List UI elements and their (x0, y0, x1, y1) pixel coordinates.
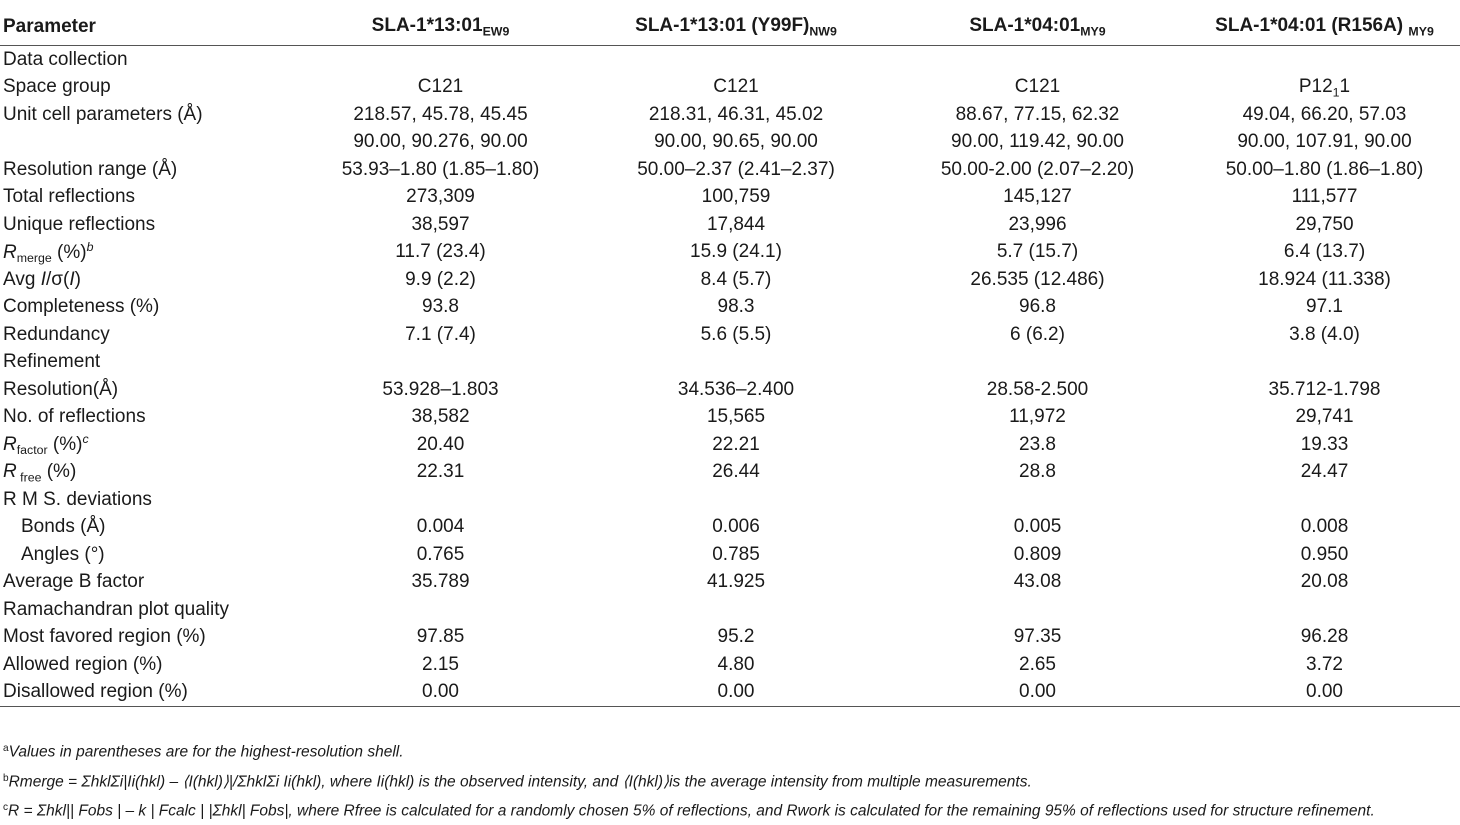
cell: 23.8 (1019, 433, 1056, 455)
cell: 34.536–2.400 (677, 378, 795, 400)
table-row (0, 541, 1460, 569)
table-row (0, 74, 1460, 102)
footnote-b: $^b$Rmerge = ΣhklΣi|Ii(hkl) – ⟨I(hkl)⟩|/ΣhklΣi Ii(hkl), where Ii(hkl) is the observed intensity, and ⟨I(hkl)⟩is the average intensity from multiple measurements. (3, 772, 1032, 791)
cell: 100,759 (701, 186, 771, 208)
cell: 50.00–2.37 (2.41–2.37) (637, 158, 835, 180)
cell: 0.00 (295, 679, 586, 707)
section-refinement (0, 349, 1460, 377)
footnote-c: $^c$R = Σhkl|| Fobs | – k | Fcalc | |Σhkl| Fobs|, where Rfree is calculated for a randomly chosen 5% of reflections, and Rwork is calculated for the remaining 95% of reflections used for structure refinement. (3, 802, 1375, 820)
footnote-a: $^a$Values in parentheses are for the highest-resolution shell. (3, 743, 404, 761)
cell: 273,309 (406, 186, 475, 208)
table-row (0, 211, 1460, 239)
cell: $P12_11$ (1298, 75, 1351, 99)
cell: 93.8 (422, 296, 459, 318)
row-label: $R_{factor}$ (%)$^c$ (3, 432, 89, 458)
cell: 28.8 (1019, 461, 1056, 483)
cell: 35.712-1.798 (1268, 378, 1381, 400)
cell: 97.35 (1013, 626, 1062, 648)
section-data-collection (0, 46, 1460, 74)
cell: C121 (417, 76, 464, 98)
row-label: No. of reflections (3, 406, 146, 428)
cell: 50.00-2.00 (2.07–2.20) (940, 158, 1135, 180)
crystallography-table (0, 8, 1460, 707)
row-label: Space group (3, 76, 111, 98)
cell: 96.8 (1019, 296, 1056, 318)
table-row (0, 459, 1460, 487)
section-label: Ramachandran plot quality (3, 598, 230, 620)
cell: 4.80 (717, 653, 755, 675)
row-label: Redundancy (3, 323, 110, 345)
cell: 41.925 (706, 571, 766, 593)
row-label: Unique reflections (3, 213, 156, 235)
table-row (0, 239, 1460, 267)
section-rms (0, 486, 1460, 514)
cell: 90.00, 90.65, 90.00 (654, 131, 818, 153)
table-row (0, 101, 1460, 129)
cell: 22.21 (712, 433, 760, 455)
cell: 8.4 (5.7) (700, 268, 772, 290)
row-label (0, 129, 295, 157)
cell: 43.08 (1013, 571, 1062, 593)
cell: 3.8 (4.0) (1289, 323, 1360, 345)
cell: 11,972 (1009, 406, 1066, 428)
cell: 2.15 (422, 653, 459, 675)
row-label: Resolution(Å) (3, 378, 119, 400)
cell: 26.44 (712, 461, 760, 483)
header-parameter: Parameter (0, 8, 295, 46)
table-row (0, 266, 1460, 294)
cell: 7.1 (7.4) (405, 323, 476, 345)
cell: 3.72 (1306, 653, 1343, 675)
cell: 0.008 (1300, 516, 1349, 538)
cell: 0.765 (416, 543, 465, 565)
cell: 97.85 (416, 626, 465, 648)
table-row (0, 184, 1460, 212)
row-label: Completeness (%) (3, 296, 160, 318)
row-label: R $_{free}$ (%) (3, 460, 77, 484)
cell: 24.47 (1300, 461, 1349, 483)
table-row (0, 294, 1460, 322)
cell: 9.9 (2.2) (405, 268, 476, 290)
cell: 97.1 (1306, 296, 1343, 318)
cell: 22.31 (416, 461, 465, 483)
cell: 218.57, 45.78, 45.45 (353, 103, 528, 125)
table-row (0, 569, 1460, 597)
row-label: Bonds (Å) (21, 516, 106, 538)
table-row (0, 321, 1460, 349)
header-col4: SLA-1*04:01 (R156A) $_{MY9}$ (1189, 8, 1460, 46)
cell: 145,127 (1003, 186, 1072, 208)
cell: 11.7 (23.4) (395, 241, 486, 263)
cell: 28.58-2.500 (986, 378, 1089, 400)
table-row (0, 376, 1460, 404)
cell: 90.00, 107.91, 90.00 (1237, 131, 1412, 153)
cell: 0.950 (1300, 543, 1349, 565)
cell: 29,750 (1295, 213, 1354, 235)
cell: 111,577 (1291, 186, 1358, 208)
cell: 35.789 (411, 571, 470, 593)
cell: 95.2 (717, 626, 755, 648)
cell: 96.28 (1300, 626, 1349, 648)
cell: 5.7 (15.7) (996, 241, 1079, 263)
row-label: Resolution range (Å) (3, 158, 178, 180)
table-row (0, 156, 1460, 184)
table-row (0, 679, 1460, 707)
header-col1: SLA-$1*13:01_{EW9}$ (295, 8, 586, 46)
cell: 15,565 (706, 406, 766, 428)
header-row (0, 8, 1460, 46)
table-row (0, 404, 1460, 432)
cell: 0.00 (1189, 679, 1460, 707)
table-row (0, 624, 1460, 652)
cell: 20.40 (416, 433, 465, 455)
row-label: $R_{merge}$ (%)$^b$ (3, 239, 94, 265)
footnotes (3, 736, 1375, 825)
cell: 29,741 (1295, 406, 1354, 428)
cell: 6.4 (13.7) (1283, 241, 1366, 263)
cell: 26.535 (12.486) (970, 268, 1105, 290)
table-row (0, 514, 1460, 542)
cell: 5.6 (5.5) (700, 323, 772, 345)
section-label: Data collection (3, 48, 128, 70)
row-label: Disallowed region (%) (0, 679, 295, 707)
cell: 98.3 (717, 296, 755, 318)
cell: 0.809 (1013, 543, 1062, 565)
cell: 49.04, 66.20, 57.03 (1242, 103, 1407, 125)
cell: 18.924 (11.338) (1258, 268, 1391, 290)
cell: 38,582 (411, 406, 470, 428)
cell: 6 (6.2) (1010, 323, 1065, 345)
row-label: Most favored region (%) (3, 626, 206, 648)
row-label: Unit cell parameters (Å) (3, 103, 203, 125)
cell: C121 (1014, 76, 1061, 98)
table-row (0, 431, 1460, 459)
cell: 38,597 (411, 213, 470, 235)
header-col3: SLA-$1*04:01_{MY9}$ (886, 8, 1189, 46)
cell: 0.00 (586, 679, 886, 707)
cell: 90.00, 90.276, 90.00 (353, 131, 528, 153)
cell: 15.9 (24.1) (690, 241, 782, 263)
cell: 0.005 (1013, 516, 1062, 538)
cell: 53.928–1.803 (382, 378, 499, 400)
cell: 17,844 (706, 213, 766, 235)
cell: 20.08 (1300, 571, 1349, 593)
cell: 90.00, 119.42, 90.00 (951, 131, 1124, 153)
row-label: Allowed region (%) (3, 653, 163, 675)
row-label: Angles (°) (21, 543, 105, 565)
cell: 23,996 (1008, 213, 1067, 235)
section-label: R M S. deviations (3, 488, 152, 510)
cell: 19.33 (1300, 433, 1349, 455)
section-ramachandran (0, 596, 1460, 624)
cell: 53.93–1.80 (1.85–1.80) (341, 158, 540, 180)
table-row (0, 651, 1460, 679)
row-label: Average B factor (3, 571, 145, 593)
cell: 50.00–1.80 (1.86–1.80) (1225, 158, 1424, 180)
cell: 0.00 (886, 679, 1189, 707)
section-label: Refinement (3, 351, 101, 373)
row-label: Avg I/σ(I) (3, 268, 81, 290)
cell: 0.785 (712, 543, 760, 565)
cell: 218.31, 46.31, 45.02 (648, 103, 824, 125)
cell: 2.65 (1019, 653, 1056, 675)
cell: 88.67, 77.15, 62.32 (955, 103, 1120, 125)
header-col2: SLA-1*13:01 $(Y99F)_{NW9}$ (586, 8, 886, 46)
cell: C121 (713, 76, 759, 98)
row-label: Total reflections (3, 186, 136, 208)
cell: 0.006 (712, 516, 760, 538)
cell: 0.004 (416, 516, 465, 538)
table-row (0, 129, 1460, 157)
